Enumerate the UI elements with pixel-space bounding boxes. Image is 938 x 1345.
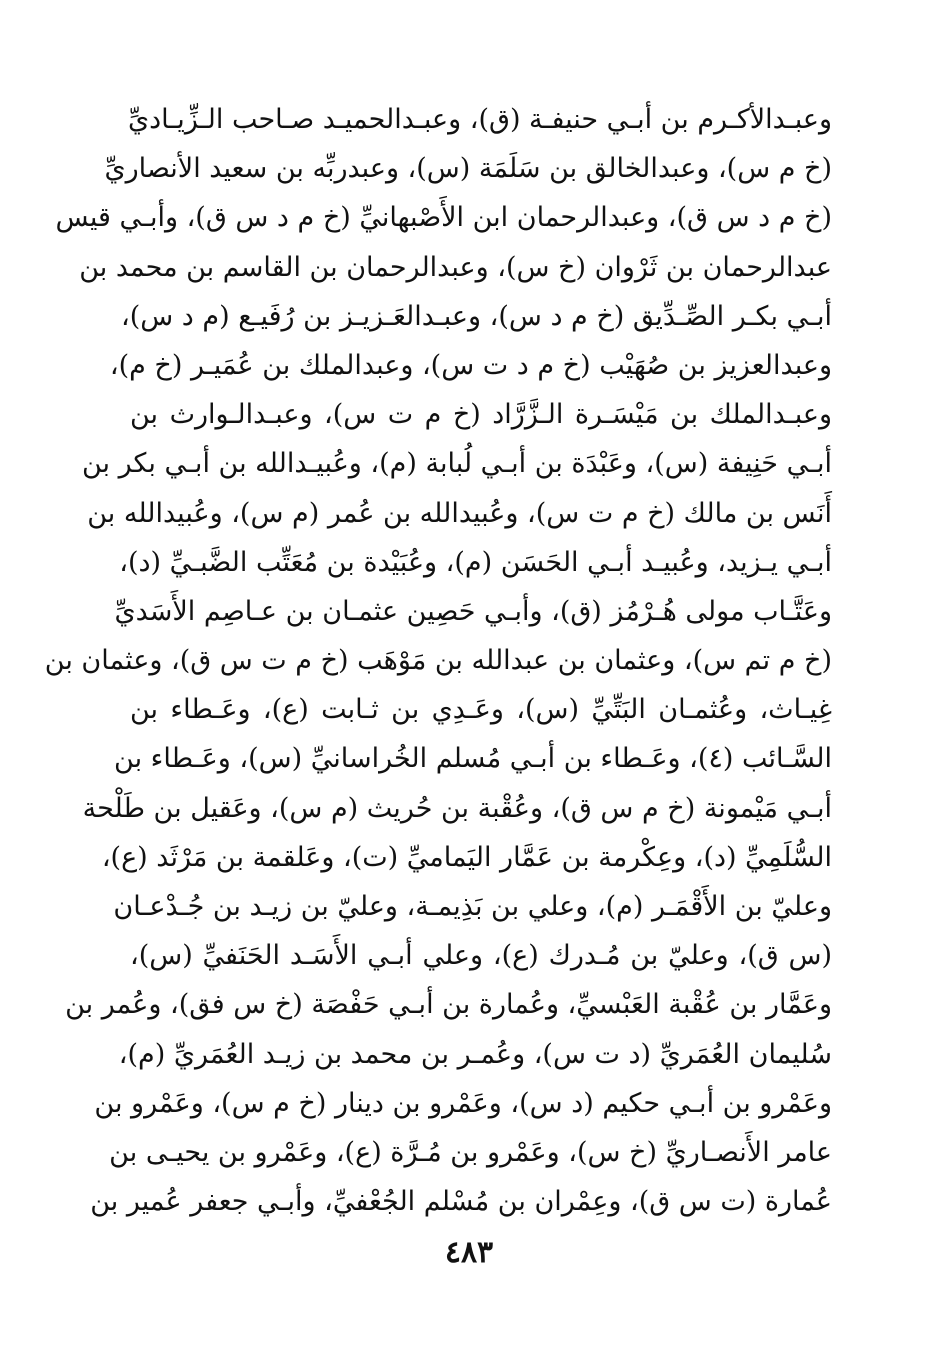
text-line: وعبـدالملك بن مَيْسَـرة الـزَّرَّاد (خ م ت س)، وعبـدالـوارث بن (130, 399, 832, 431)
text-line: سُليمان العُمَريِّ (د ت س)، وعُمـر بن محمد بن زيـد العُمَريِّ (م)، (118, 1038, 832, 1070)
text-line: وعبـدالأكـرم بن أبـي حنيفـة (ق)، وعبـدالحميـد صـاحب الـزِّيـاديِّ (128, 104, 832, 135)
text-line: (س ق)، وعليّ بن مُـدرك (ع)، وعلي أبـي الأَسَـد الحَنَفيِّ (س)، (130, 940, 832, 972)
text-line: وعَتَّـاب مولى هُـرْمُز (ق)، وأبـي حَصِين عثمـان بن عـاصِم الأَسَديِّ (114, 595, 832, 627)
text-line: أبـي يـزيد، وعُبيـد أبـي الحَسَن (م)، وعُبَيْدة بن مُعَتِّب الضَّبـيِّ (د)، (119, 546, 832, 578)
page-number: ٤٨٣ (444, 1235, 494, 1270)
text-line: عبدالرحمان بن ثَرْوان (خ س)، وعبدالرحمان بن القاسم بن محمد بن (79, 251, 832, 283)
text-line: وعَمَّار بن عُقْبة العَبْسيِّ، وعُمارة بن أبـي حَفْصَة (خ س فق)، وعُمر بن (65, 989, 832, 1021)
text-line: السُّلَمِيِّ (د)، وعِكْرمة بن عَمَّار اليَماميِّ (ت)، وعَلقمة بن مَرْثَد (ع)، (101, 841, 832, 873)
text-line: عُمارة (ت س ق)، وعِمْران بن مُسْلم الجُعْفيِّ، وأبـي جعفر عُمير بن (90, 1186, 832, 1218)
text-line: (خ م د س ق)، وعبدالرحمان ابن الأَصْبهانيِّ (خ م د س ق)، وأبـي قيس (55, 202, 832, 234)
text-line: (خ م س)، وعبدالخالق بن سَلَمَة (س)، وعبدربِّه بن سعيد الأنصاريِّ (104, 153, 832, 185)
text-line: أبـي حَنِيفة (س)، وعَبْدَة بن أبـي لُبابة (م)، وعُبيـدالله بن أبـي بكر بن (81, 448, 832, 480)
text-line: أبـي مَيْمونة (خ م س ق)، وعُقْبة بن حُريث (م س)، وعَقيل بن طَلْحة (82, 792, 832, 824)
text-line: أَنَس بن مالك (خ م ت س)، وعُبيدالله بن عُمر (م س)، وعُبيدالله بن (87, 497, 832, 529)
text-line: (خ م تم س)، وعثمان بن عبدالله بن مَوْهَب (خ م ت س ق)، وعثمان بن (44, 645, 832, 677)
text-line: وعبدالعزيز بن صُهَيْب (خ م د ت س)، وعبدالملك بن عُمَيـر (خ م)، (109, 349, 832, 381)
text-line: السَّـائب (٤)، وعَـطاء بن أبـي مُسلم الخُراسانيِّ (س)، وعَـطاء بن (114, 743, 832, 775)
body-text (44, 95, 832, 1226)
text-line: وعَمْرو بن أبـي حكيم (د س)، وعَمْرو بن دينار (خ م س)، وعَمْرو بن (94, 1087, 832, 1119)
text-line: أبـي بكـر الصِّـدِّيق (خ م د س)، وعبـدالعَـزيـز بن رُفَيـع (م د س)، (120, 300, 832, 332)
text-line: وعليّ بن الأَقْمَـر (م)، وعلي بن بَذِيمـة، وعليّ بن زيـد بن جُـدْعـان (113, 891, 832, 922)
text-line: عامر الأَنصـاريِّ (خ س)، وعَمْرو بن مُـرَّة (ع)، وعَمْرو بن يحيـى بن (109, 1136, 832, 1168)
text-line: غِيـاث، وعُثمـان البَتِّيِّ (س)، وعَـدِي بن ثـابت (ع)، وعَـطاء بن (130, 694, 832, 726)
